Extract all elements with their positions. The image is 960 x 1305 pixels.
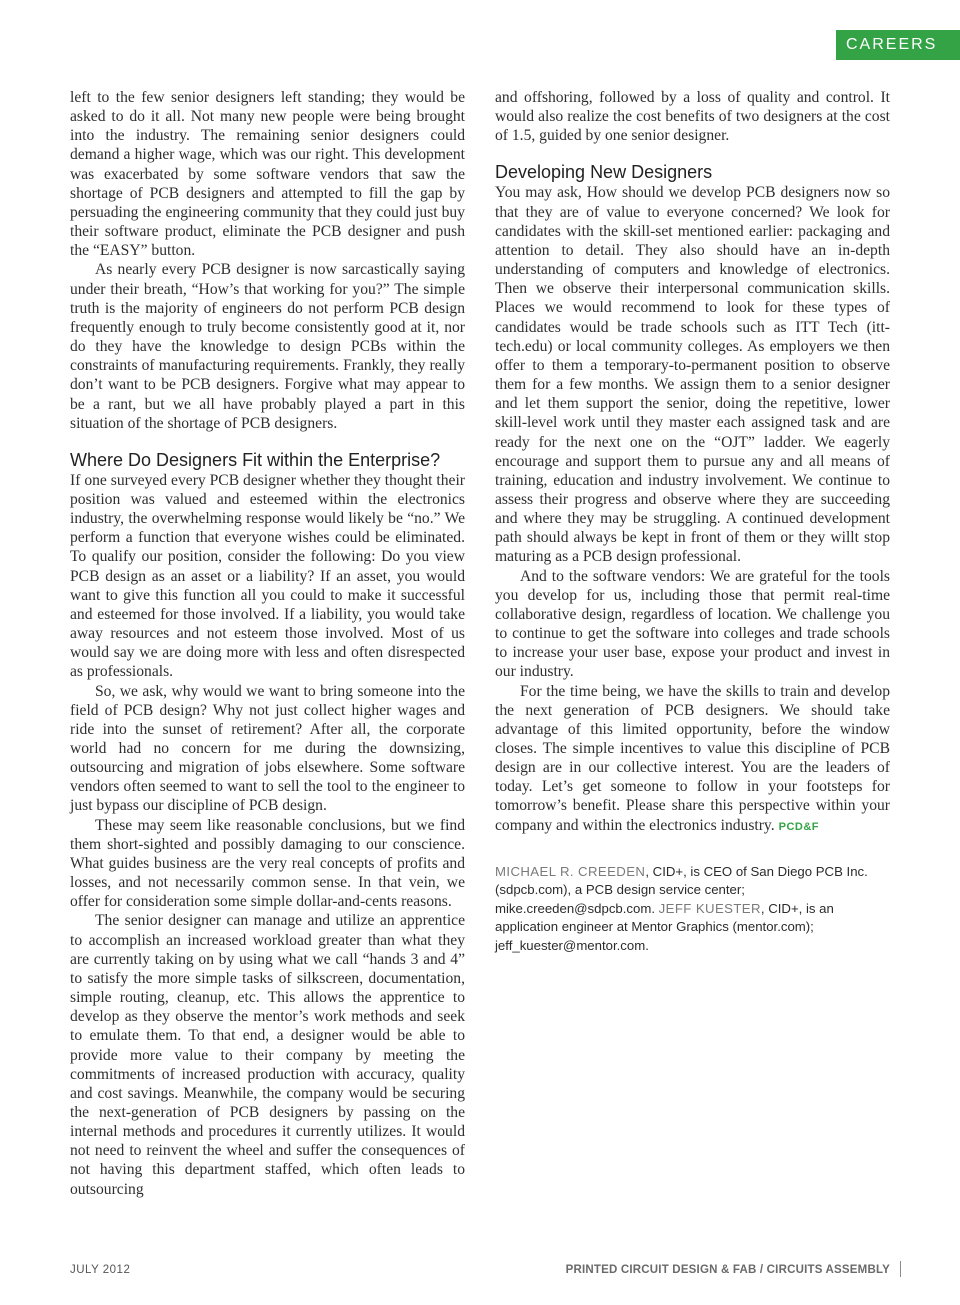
paragraph: and offshoring, followed by a loss of quality and control. It would also realize the cost benefits of two designers at the cost of 1.5, guided by one senior designer.: [495, 89, 890, 145]
footer-publication: PRINTED CIRCUIT DESIGN & FAB / CIRCUITS ASSEMBLY: [565, 1264, 890, 1276]
section-heading: Where Do Designers Fit within the Enterprise?: [70, 449, 441, 470]
article-column-right: [495, 88, 890, 955]
paragraph: And to the software vendors: We are grateful for the tools you develop for us, including those that permit real-time collaborative design, regardless of location. We challenge you to continue to get the software into colleges and trade schools to increase your user base, expose your product and invest in our industry.: [495, 567, 890, 681]
paragraph: [495, 682, 890, 837]
paragraph: As nearly every PCB designer is now sarcastically saying under their breath, “How’s that working for you?” The simple truth is the majority of engineers do not perform PCB design frequently enough to truly become consistently good at it, nor do they have the knowledge to design PCBs within the constraints of manufacturing requirements. Frankly, they really don’t want to be PCB designers. Forgive what may appear to be a rant, but we all have probably played a part in this situation of the shortage of PCB designers.: [70, 261, 465, 432]
paragraph: These may seem like reasonable conclusions, but we find them short-sighted and possibly damaging to our conscience. What guides business are the very real concepts of profits and losses, and not necessarily common sense. In that vein, we offer for consideration some simple dollar-and-cents reasons.: [70, 816, 465, 911]
article-column-left: [70, 88, 465, 1199]
author-bio-text: , CID+, is CEO of San Diego PCB Inc. (sdpcb.com), a PCB design service center; mike.creeden@sdpcb.com.: [495, 863, 868, 916]
footer-date: JULY 2012: [70, 1264, 131, 1276]
author-bio-text: , CID+, is an application engineer at Mentor Graphics (mentor.com); jeff_kuester@mentor.com.: [495, 900, 834, 953]
footer-divider: [900, 1261, 901, 1277]
paragraph-text: For the time being, we have the skills to train and develop the next generation of PCB designers. We should take advantage of this limited opportunity, before the window closes. The simple incentives to value this discipline of PCB design are in our collective interest. You are the leaders of today. Let’s get someone to follow in your footsteps for tomorrow’s benefit. Please share this perspective within your company and within the electronics industry.: [495, 682, 890, 834]
paragraph: So, we ask, why would we want to bring someone into the field of PCB design? Why not just collect higher wages and ride into the sunset of retirement? After all, the corporate world had no concern for me during the downsizing, outsourcing and migration of jobs elsewhere. Some software vendors often seemed to want to sell the tool to the engineer to just bypass our discipline of PCB design.: [70, 682, 465, 815]
paragraph: left to the few senior designers left standing; they would be asked to do it all. Not many new people were being brought into the industry. The remaining senior designers could demand a higher wage, which was our right. This development was exacerbated by some software vendors that saw the shortage of PCB designers and attempted to fill the gap by persuading the engineering community that they could just buy their software product, eliminate the PCB designer and push the “EASY” button.: [70, 89, 465, 260]
section-tab-careers: CAREERS: [836, 30, 960, 60]
end-mark: PCD&F: [778, 820, 819, 833]
paragraph: You may ask, How should we develop PCB designers now so that they are of value to everyone concerned? We look for candidates with the skill-set mentioned earlier: packaging and attention to detail. They also should have an in-depth understanding of computers and knowledge of electronics. Then we observe their interpersonal communication skills. Places we would recommend to look for these types of candidates would be trade schools such as ITT Tech (itt-tech.edu) or local community colleges. As employers we then offer to them a temporary-to-permanent position to observe them for a few months. We assign them to a senior designer and let them support the senior, doing the repetitive, lower skill-level work until they master each assigned task and are ready for the next one on the “OJT” ladder. We eagerly encourage and support them to pursue any and all means of training, education and industry involvement. We continue to assess their progress and observe where they are succeeding and where they may be struggling. A continued development path should always be kept in front of them or they willt stop maturing as a PCB design professional.: [495, 184, 890, 566]
author-name: MICHAEL R. CREEDEN: [495, 863, 646, 879]
paragraph: The senior designer can manage and utilize an apprentice to accomplish an increased workload greater than what they are currently taking on by using what we call “hands 3 and 4” to satisfy the more simple tasks of silkscreen, documentation, simple routing, cleanup, etc. This allows the apprentice to develop as they observe the mentor’s work methods and seek to emulate them. To that end, a designer would be able to provide more value to their company by meeting the commitments of increased production with accuracy, quality and cost savings. Meanwhile, the company would be securing the next-generation of PCB designers by passing on the internal methods and procedures it currently utilizes. It would not need to reinvent the wheel and suffer the consequences of not having this department staffed, which often leads to outsourcing: [70, 912, 465, 1198]
paragraph: If one surveyed every PCB designer whether they thought their position was valued and esteemed within the electronics industry, the overwhelming response would likely be “no.” We perform a function that everyone wishes could be eliminated. To qualify our position, consider the following: Do you view PCB design as an asset or a liability? If an asset, you would want to give this function all you could to make it successful and esteemed for those involved. If a liability, you would take away resources and not esteem those involved. Most of us would say we are doing more with less and often disrespected as professionals.: [70, 471, 465, 681]
author-bio: [495, 863, 890, 956]
author-name: JEFF KUESTER: [658, 900, 761, 916]
section-heading: Developing New Designers: [495, 162, 713, 183]
